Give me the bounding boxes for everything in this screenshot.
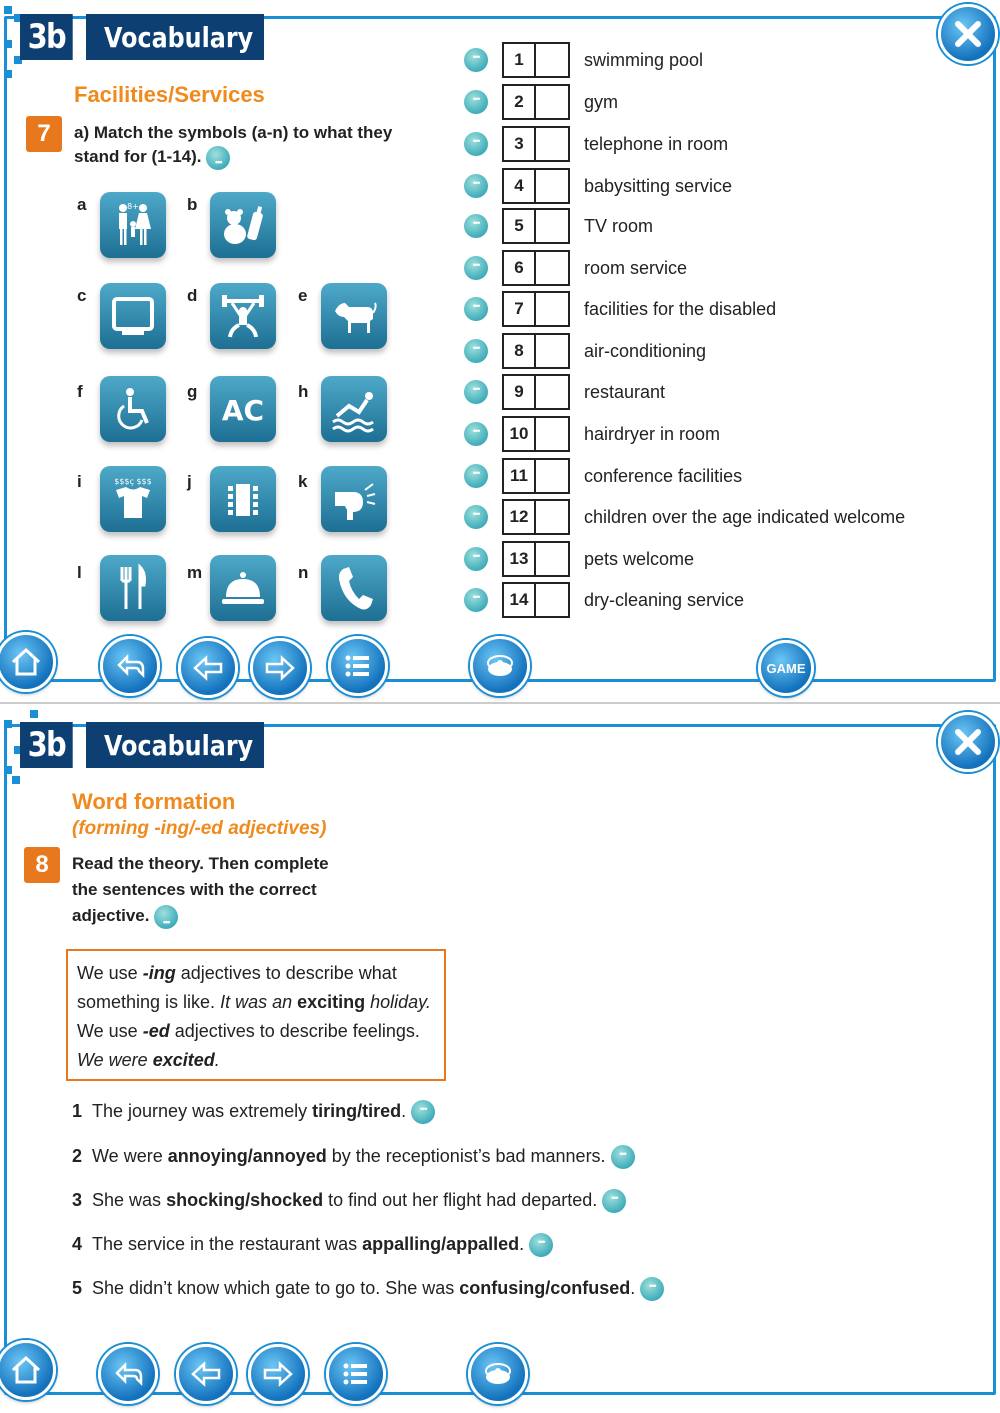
exercise-7-page [0, 0, 1000, 706]
answer-number: 3 [504, 128, 536, 160]
symbol-f[interactable] [100, 376, 166, 442]
unit-number: 3b [20, 14, 73, 60]
answer-box [502, 208, 570, 244]
answer-input[interactable] [536, 86, 568, 118]
section-subtitle: (forming -ing/-ed adjectives) [72, 818, 327, 839]
symbol-letter: m [187, 563, 203, 582]
fork-knife-icon [108, 563, 158, 613]
symbol-k[interactable] [321, 466, 387, 532]
audio-cd-button[interactable] [468, 1344, 528, 1404]
audio-button[interactable] [464, 174, 488, 198]
swimmer-icon [329, 384, 379, 434]
audio-button[interactable] [464, 380, 488, 404]
answer-number: 9 [504, 376, 536, 408]
answer-input[interactable] [536, 44, 568, 76]
answer-text: facilities for the disabled [584, 298, 777, 319]
audio-button[interactable] [464, 505, 488, 529]
answer-text: children over the age indicated welcome [584, 506, 906, 527]
answer-row [464, 168, 732, 204]
answer-input[interactable] [536, 376, 568, 408]
menu-button[interactable] [326, 1344, 386, 1404]
audio-button[interactable] [611, 1145, 635, 1169]
symbol-n[interactable] [321, 555, 387, 621]
answer-box [502, 84, 570, 120]
symbol-i[interactable] [100, 466, 166, 532]
symbol-a[interactable] [100, 192, 166, 258]
back-button[interactable] [98, 1344, 158, 1404]
sentence-item: 4 The service in the restaurant was appalling/appalled. ••• [72, 1233, 553, 1257]
answer-box [502, 333, 570, 369]
symbol-d[interactable] [210, 283, 276, 349]
answer-text: air-conditioning [584, 340, 707, 361]
audio-button[interactable] [464, 422, 488, 446]
service-bell-icon [218, 563, 268, 613]
symbol-letter: i [77, 472, 82, 491]
audio-button[interactable] [154, 905, 178, 929]
theory-line: We were excited. [77, 1050, 220, 1070]
instruction-line: stand for (1-14). [74, 147, 202, 166]
undo-arrow-icon [113, 649, 147, 683]
audio-button[interactable] [206, 146, 230, 170]
symbol-g[interactable] [210, 376, 276, 442]
instruction-line: a) Match the symbols (a-n) to what they [74, 123, 393, 142]
svg-text:8+: 8+ [127, 202, 139, 211]
arrow-right-icon [263, 651, 297, 685]
answer-number: 10 [504, 418, 536, 450]
answer-box [502, 582, 570, 618]
unit-number: 3b [20, 722, 73, 768]
symbol-letter: b [187, 195, 198, 214]
wheelchair-icon [108, 384, 158, 434]
answer-input[interactable] [536, 293, 568, 325]
answer-box [502, 374, 570, 410]
answer-row [464, 416, 720, 452]
instruction-line: adjective. [72, 906, 150, 925]
answer-row [464, 291, 776, 327]
instruction-line: Read the theory. Then complete [72, 854, 329, 873]
symbol-letter: a [77, 195, 87, 214]
arrow-right-icon [261, 1357, 295, 1391]
back-button[interactable] [100, 636, 160, 696]
ac-icon [218, 384, 268, 434]
close-button[interactable] [938, 712, 998, 772]
symbol-j[interactable] [210, 466, 276, 532]
home-button[interactable] [0, 632, 56, 692]
answer-row [464, 374, 665, 410]
answer-row [464, 126, 728, 162]
answer-row [464, 499, 905, 535]
exercise-instruction [72, 851, 392, 929]
audio-button[interactable] [464, 132, 488, 156]
symbol-m[interactable] [210, 555, 276, 621]
answer-input[interactable] [536, 128, 568, 160]
theory-line: something is like. It was an exciting holiday. [77, 992, 431, 1012]
family-8plus-icon [108, 200, 158, 250]
teddy-bottle-icon [218, 200, 268, 250]
answer-input[interactable] [536, 170, 568, 202]
answer-box [502, 250, 570, 286]
answer-number: 5 [504, 210, 536, 242]
audio-button[interactable] [529, 1233, 553, 1257]
symbol-l[interactable] [100, 555, 166, 621]
arrow-left-icon [189, 1357, 223, 1391]
undo-arrow-icon [111, 1357, 145, 1391]
unit-title-bar [20, 722, 264, 768]
symbol-c[interactable] [100, 283, 166, 349]
answer-text: dry-cleaning service [584, 589, 745, 610]
section-title: Word formation [72, 789, 236, 814]
answer-input[interactable] [536, 584, 568, 616]
audio-button[interactable] [464, 48, 488, 72]
audio-button[interactable] [464, 297, 488, 321]
answer-number: 2 [504, 86, 536, 118]
answer-row [464, 42, 703, 78]
answer-number: 4 [504, 170, 536, 202]
exercise-number-badge: 8 [24, 847, 60, 883]
answer-text: swimming pool [584, 49, 704, 70]
theory-line: We use -ing adjectives to describe what [77, 963, 397, 983]
unit-title-bar [20, 14, 264, 60]
game-button[interactable]: GAME [758, 640, 814, 696]
audio-button[interactable] [464, 339, 488, 363]
previous-button[interactable] [178, 638, 238, 698]
symbol-letter: e [298, 286, 308, 305]
audio-button[interactable] [464, 464, 488, 488]
home-icon [9, 645, 43, 679]
answer-input[interactable] [536, 501, 568, 533]
answer-text: hairdryer in room [584, 423, 721, 444]
cd-audio-icon [481, 1357, 515, 1391]
close-icon [951, 17, 985, 51]
symbol-letter: k [298, 472, 308, 491]
symbol-e[interactable] [321, 283, 387, 349]
symbol-letter: f [77, 382, 83, 401]
instruction-line: the sentences with the correct [72, 880, 317, 899]
answer-box [502, 126, 570, 162]
answer-number: 14 [504, 584, 536, 616]
answer-number: 11 [504, 460, 536, 492]
answer-text: pets welcome [584, 548, 695, 569]
arrow-left-icon [191, 651, 225, 685]
answer-row [464, 208, 653, 244]
dry-cleaning-icon [108, 474, 158, 524]
answer-box [502, 541, 570, 577]
answer-input[interactable] [536, 460, 568, 492]
previous-button[interactable] [176, 1344, 236, 1404]
section-title: Facilities/Services [74, 82, 265, 107]
symbol-letter: l [77, 563, 82, 582]
ac-symbol-text: AC [221, 394, 265, 427]
next-button[interactable] [250, 638, 310, 698]
telephone-icon [329, 563, 379, 613]
symbol-letter: c [77, 286, 87, 305]
answer-number: 7 [504, 293, 536, 325]
unit-title: Vocabulary [86, 722, 264, 768]
answer-text: TV room [584, 215, 654, 236]
dry-cleaning-symbol-text: $$$ç $$$ [114, 477, 152, 486]
close-icon [951, 725, 985, 759]
answer-text: conference facilities [584, 465, 743, 486]
answer-text: gym [584, 91, 619, 112]
answer-number: 12 [504, 501, 536, 533]
answer-text: telephone in room [584, 133, 729, 154]
answer-input[interactable] [536, 210, 568, 242]
cd-audio-icon [483, 649, 517, 683]
menu-button[interactable] [328, 636, 388, 696]
exercise-8-page [0, 706, 1000, 1413]
answer-number: 13 [504, 543, 536, 575]
exercise-instruction [74, 121, 454, 170]
weightlifter-icon [218, 291, 268, 341]
exercise-number-badge: 7 [26, 116, 62, 152]
tv-icon [108, 291, 158, 341]
theory-line: We use -ed adjectives to describe feelings. [77, 1021, 420, 1041]
answer-input[interactable] [536, 418, 568, 450]
symbol-letter: d [187, 286, 198, 305]
symbol-letter: j [187, 472, 192, 491]
answer-box [502, 416, 570, 452]
audio-button[interactable] [464, 588, 488, 612]
home-icon [9, 1353, 43, 1387]
hairdryer-icon [329, 474, 379, 524]
next-button[interactable] [248, 1344, 308, 1404]
answer-text: restaurant [584, 381, 666, 402]
answer-row [464, 333, 706, 369]
answer-row [464, 84, 618, 120]
answer-row [464, 458, 742, 494]
answer-box [502, 291, 570, 327]
audio-button[interactable] [464, 547, 488, 571]
answer-row [464, 541, 694, 577]
audio-button[interactable] [464, 256, 488, 280]
close-button[interactable] [938, 4, 998, 64]
answer-box [502, 168, 570, 204]
sentence-item: 3 She was shocking/shocked to find out her flight had departed. ••• [72, 1189, 626, 1213]
answer-row [464, 250, 687, 286]
audio-cd-button[interactable] [470, 636, 530, 696]
answer-text: room service [584, 257, 688, 278]
symbol-letter: g [187, 382, 198, 401]
list-icon [339, 1357, 373, 1391]
audio-button[interactable] [464, 214, 488, 238]
sentence-item: 5 She didn’t know which gate to go to. She was confusing/confused. ••• [72, 1277, 664, 1301]
symbol-b[interactable] [210, 192, 276, 258]
theory-box [66, 949, 446, 1081]
symbol-letter: h [298, 382, 309, 401]
answer-input[interactable] [536, 543, 568, 575]
symbol-letter: n [298, 563, 309, 582]
answer-box [502, 458, 570, 494]
audio-button[interactable] [640, 1277, 664, 1301]
answer-number: 6 [504, 252, 536, 284]
symbol-h[interactable] [321, 376, 387, 442]
answer-text: babysitting service [584, 175, 733, 196]
unit-title: Vocabulary [86, 14, 264, 60]
audio-button[interactable] [464, 90, 488, 114]
answer-input[interactable] [536, 252, 568, 284]
answer-box [502, 499, 570, 535]
sentence-item: 2 We were annoying/annoyed by the receptionist’s bad manners. ••• [72, 1145, 635, 1169]
audio-button[interactable] [411, 1100, 435, 1124]
answer-number: 1 [504, 44, 536, 76]
audio-button[interactable] [602, 1189, 626, 1213]
answer-number: 8 [504, 335, 536, 367]
sentence-item: 1 The journey was extremely tiring/tired. ••• [72, 1100, 435, 1124]
list-icon [341, 649, 375, 683]
answer-box [502, 42, 570, 78]
answer-input[interactable] [536, 335, 568, 367]
dog-icon [329, 291, 379, 341]
answer-row [464, 582, 744, 618]
conference-table-icon [218, 474, 268, 524]
